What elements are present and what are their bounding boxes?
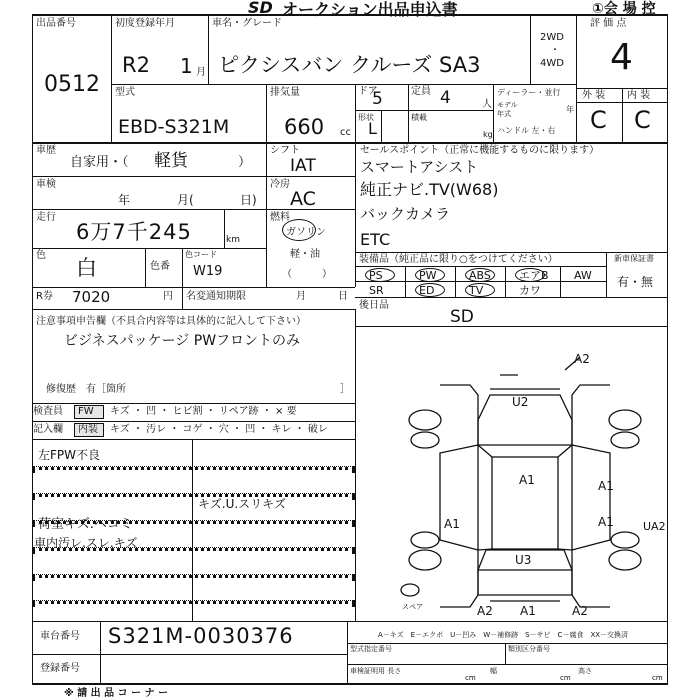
fuel-line-1: ガソリン (286, 227, 326, 238)
car-name-value: ピクシスバン クルーズ SA3 (218, 53, 481, 77)
fuel-line-2: 軽・油 (290, 249, 320, 260)
mileage-value: 6万7千245 (76, 220, 192, 244)
equipment-selected-circle (415, 283, 445, 297)
year-unit: 年 (566, 105, 574, 114)
shift-value: IAT (290, 156, 316, 176)
fuel-selected-circle (282, 219, 316, 241)
equipment-selected-circle (465, 283, 495, 297)
kg-unit: kg (483, 130, 493, 139)
fuel-line-3: （ ） (282, 269, 332, 280)
diag-mark-ua2: UA2 (643, 520, 666, 533)
equipment-selected-circle (465, 268, 495, 282)
equipment-selected-circle (365, 268, 395, 282)
inspector-items: キズ ・ 凹 ・ ヒビ割 ・ リペア跡 ・ × 要 (110, 406, 297, 417)
model-year-label-2: 年式 (497, 110, 511, 118)
right-note-1: キズ.U.スリキズ (198, 497, 286, 511)
drive-dot: ・ (550, 45, 560, 56)
usage-label: 車歴 (36, 145, 56, 156)
interior-value: C (634, 106, 651, 134)
chassis-no-label: 車台番号 (40, 631, 80, 642)
diag-mark-u2: U2 (512, 395, 529, 409)
diag-mark-a2-bottom-right: A2 (572, 604, 588, 618)
displacement-value: 660 (284, 115, 325, 139)
color-no-label: 色番 (150, 261, 170, 272)
shape-label: 形状 (358, 113, 374, 122)
shape-value: L (368, 119, 377, 138)
fw-label: FW (78, 406, 94, 417)
first-reg-month: 1 (180, 54, 193, 78)
name-change-day: 日 (338, 291, 348, 302)
sales-line-3: バックカメラ (360, 205, 451, 223)
type-designation-label: 型式指定番号 (350, 645, 392, 653)
new-warranty-label: 新車保証書 (614, 254, 654, 263)
diag-mark-a2-top: A2 (574, 352, 590, 366)
score-label: 評 価 点 (590, 18, 627, 29)
model-year-label-1: モデル (497, 101, 518, 109)
displacement-label: 排気量 (270, 87, 300, 98)
cert-length-label: 車検証明用 長さ (350, 667, 402, 675)
left-note-1: 左FPW不良 (38, 448, 101, 462)
capacity-label: 定員 (411, 86, 431, 97)
name-change-month: 月 (296, 291, 306, 302)
sales-line-2: 純正ナビ.TV(W68) (360, 180, 499, 199)
diag-mark-a1-right-upper: A1 (598, 479, 614, 493)
r-ticket-label: R券 (36, 291, 53, 302)
category-no-label: 類別区分番号 (508, 645, 550, 653)
shift-label: シフト (270, 145, 300, 156)
first-reg-era: R2 (122, 53, 150, 77)
cert-height-label: 高さ (578, 667, 592, 675)
cooler-value: AC (290, 188, 316, 210)
repair-history-close: ］ (340, 384, 350, 395)
capacity-value: 4 (440, 88, 451, 108)
color-value: 白 (76, 256, 97, 280)
dealer-label: ディーラー・並行 (497, 88, 561, 97)
left-note-3: 車内汚レ.スレ.キズ (34, 536, 138, 550)
new-warranty-value: 有・無 (617, 275, 654, 289)
diag-mark-a1-right-lower: A1 (598, 515, 614, 529)
cert-cm-1: cm (465, 674, 476, 682)
inspector-label: 検査員 (33, 406, 63, 417)
equipment-item: PS (369, 269, 383, 282)
equipment-item: カワ (519, 284, 541, 297)
cooler-label: 冷房 (270, 179, 290, 190)
equipment-item: SR (369, 284, 384, 297)
cert-cm-3: cm (652, 674, 663, 682)
name-change-label: 名変通知期限 (186, 291, 246, 302)
reg-no-label: 登録番号 (40, 663, 80, 674)
model-type-label: 型式 (115, 87, 135, 98)
sales-point-label: セールスポイント（正常に機能するものに限ります） (360, 145, 600, 156)
equipment-item: ED (419, 284, 435, 297)
header-venue: ①会 場 控 (592, 1, 656, 17)
equipment-item: ABS (469, 269, 491, 282)
person-unit: 人 (482, 99, 492, 110)
usage-options: 自家用・（ (70, 155, 129, 170)
header-logo: SD (248, 0, 273, 17)
recorder-items: キズ ・ 汚レ ・ コゲ ・ 穴 ・ 凹 ・ キレ ・ 破レ (110, 424, 328, 435)
r-ticket-value: 7020 (72, 288, 111, 306)
recorder-label: 記入欄 (33, 424, 63, 435)
handle-label: ハンドル 左・右 (497, 126, 556, 135)
cc-unit: cc (340, 127, 351, 138)
usage-value: 軽貨 (154, 151, 188, 171)
insp-month-unit: 月( (177, 193, 194, 207)
equipment-item: AW (574, 269, 592, 282)
repair-history-label: 修復歴 有［箇所 (46, 384, 126, 395)
header-title: オークション出品申込書 (282, 0, 458, 19)
cert-cm-2: cm (560, 674, 571, 682)
insp-year-unit: 年 (118, 193, 131, 207)
exterior-value: C (590, 106, 607, 134)
equipment-item: TV (469, 284, 484, 297)
exterior-label: 外 装 (582, 90, 606, 101)
lot-no-label: 出品番号 (36, 18, 76, 29)
mileage-label: 走行 (36, 212, 56, 223)
first-reg-label: 初度登録年月 (115, 18, 175, 29)
usage-close: ） (238, 155, 252, 170)
equipment-label: 装備品（純正品に限り○をつけてください） (359, 254, 558, 265)
insp-day-unit: 日) (240, 193, 257, 207)
interior-label: 内 装 (627, 90, 651, 101)
load-label: 積載 (411, 113, 427, 122)
sales-line-4: ETC (360, 230, 391, 249)
car-name-label: 車名・グレード (212, 18, 282, 29)
diag-mark-a2-bottom-left: A2 (477, 604, 493, 618)
sales-line-1: スマートアシスト (360, 158, 479, 176)
diag-mark-u3: U3 (515, 553, 532, 567)
notes-title: 注意事項申告欄（不具合内容等は具体的に記入して下さい） (36, 316, 306, 327)
doors-value: 5 (372, 89, 383, 109)
fuel-label: 燃料 (270, 212, 290, 223)
interior-box-label: 内装 (78, 424, 98, 435)
diag-mark-a1-bottom: A1 (520, 604, 536, 618)
diag-mark-a1-left: A1 (444, 517, 460, 531)
footer-text: ※ 請 出 品 コ ー ナ ー (64, 688, 169, 699)
cert-width-label: 幅 (490, 667, 497, 675)
later-value: SD (450, 307, 474, 327)
diag-mark-a1-bottom-far (444, 590, 445, 591)
drive-4wd: 4WD (540, 58, 564, 69)
lot-no-value: 0512 (44, 72, 100, 97)
left-note-2: 荷室キズ.ヘコミ (38, 517, 133, 532)
color-code-value: W19 (193, 264, 223, 279)
color-code-label: 色コード (185, 250, 217, 259)
equipment-selected-circle (415, 268, 445, 282)
first-reg-month-unit: 月 (196, 67, 206, 78)
inspection-label: 車検 (36, 179, 56, 190)
chassis-no-value: S321M-0030376 (108, 624, 294, 648)
doors-label: ドア (358, 86, 378, 97)
color-label: 色 (36, 250, 46, 261)
equipment-item: エアB (519, 269, 549, 282)
model-type-value: EBD-S321M (118, 116, 230, 138)
drive-2wd: 2WD (540, 32, 564, 43)
diag-mark-a1-center: A1 (519, 473, 535, 487)
later-label: 後日品 (359, 300, 389, 311)
score-value: 4 (610, 37, 633, 78)
km-unit: km (226, 235, 240, 245)
yen-unit: 円 (163, 291, 173, 302)
equipment-selected-circle (515, 268, 545, 282)
equipment-item: PW (419, 269, 437, 282)
note-line-1: ビジネスパッケージ PWフロントのみ (64, 333, 301, 349)
damage-legend: A－キズ E－エクボ U－凹み W－補修跡 S－サビ C－腐食 XX－交換済 (378, 631, 629, 639)
spare-label: スペア (402, 603, 423, 611)
